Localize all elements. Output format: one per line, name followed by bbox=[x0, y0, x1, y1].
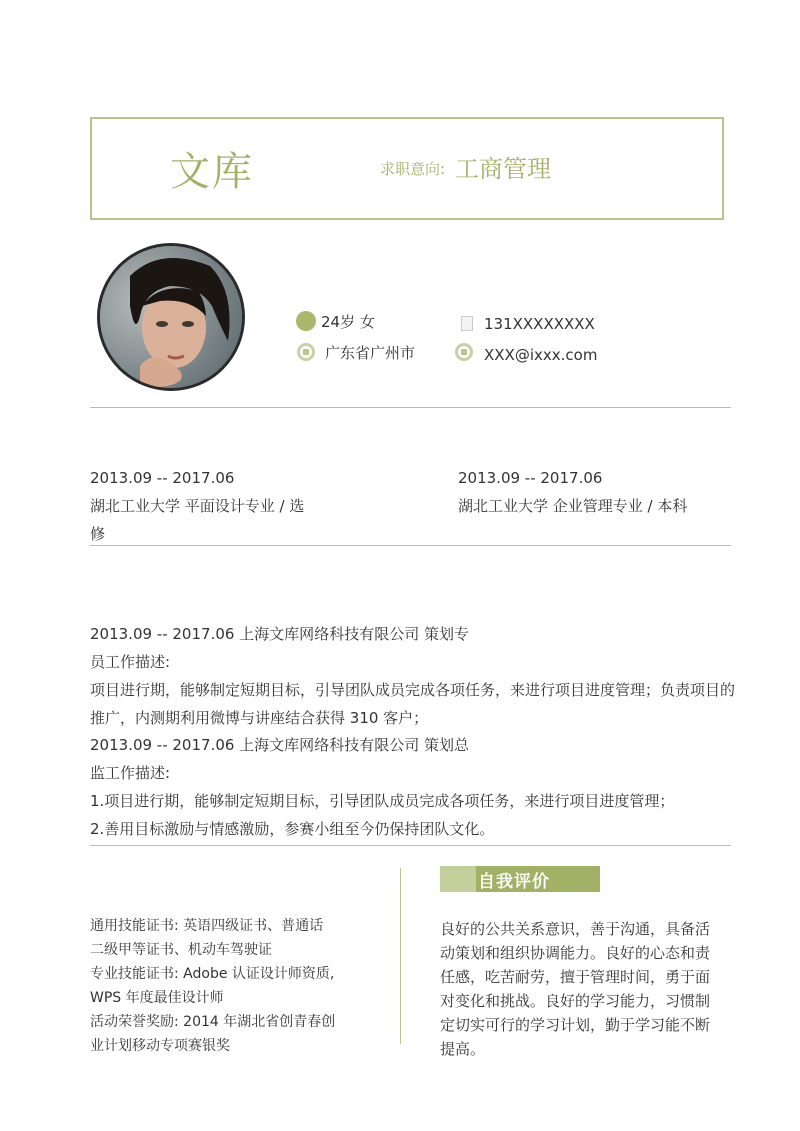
certificate-line: 业计划移动专项赛银奖 bbox=[90, 1038, 230, 1054]
location: 广东省广州市 bbox=[325, 344, 416, 362]
work-desc-line: 推广，内测期利用微博与讲座结合获得 310 客户； bbox=[90, 709, 429, 727]
email-icon bbox=[455, 343, 473, 361]
self-eval-line: 动策划和组织协调能力。良好的心态和责 bbox=[440, 944, 711, 962]
divider bbox=[90, 407, 731, 408]
self-eval-title: 自我评价 bbox=[478, 872, 550, 892]
work-header-cont: 员工作描述: bbox=[90, 653, 171, 671]
edu-school: 湖北工业大学 平面设计专业 / 选 bbox=[90, 497, 305, 515]
self-eval-line: 定切实可行的学习计划，勤于学习能不断 bbox=[440, 1016, 711, 1034]
self-eval-line: 提高。 bbox=[440, 1040, 486, 1058]
certificates bbox=[90, 914, 335, 1058]
candidate-name: 文库 bbox=[170, 149, 254, 195]
edu-school: 湖北工业大学 企业管理专业 / 本科 bbox=[458, 497, 688, 515]
certificate-line: 通用技能证书: 英语四级证书、普通话 bbox=[90, 918, 324, 934]
age-gender: 24岁 女 bbox=[321, 313, 375, 331]
column-divider bbox=[400, 868, 401, 1044]
self-eval-line: 任感，吃苦耐劳，擅于管理时间，勇于面 bbox=[440, 968, 711, 986]
edu-period: 2013.09 -- 2017.06 bbox=[458, 469, 603, 487]
job-intent-label: 求职意向: bbox=[380, 160, 446, 178]
work-header-cont: 监工作描述: bbox=[90, 764, 171, 782]
self-eval-body bbox=[440, 917, 710, 1061]
email: XXX@ixxx.com bbox=[484, 346, 598, 364]
location-icon bbox=[297, 343, 315, 361]
phone: 131XXXXXXXX bbox=[484, 315, 595, 333]
certificate-line: 活动荣誉奖励: 2014 年湖北省创青春创 bbox=[90, 1014, 336, 1030]
certificate-line: 二级甲等证书、机动车驾驶证 bbox=[90, 942, 272, 958]
job-intent-value: 工商管理 bbox=[455, 155, 551, 183]
work-desc-line: 项目进行期，能够制定短期目标，引导团队成员完成各项任务，来进行项目进度管理；负责项目的 bbox=[90, 681, 736, 699]
self-eval-heading bbox=[440, 866, 600, 892]
divider bbox=[90, 545, 731, 546]
avatar bbox=[97, 243, 245, 391]
edu-period: 2013.09 -- 2017.06 bbox=[90, 469, 235, 487]
self-eval-line: 良好的公共关系意识，善于沟通，具备活 bbox=[440, 920, 711, 938]
certificate-line: WPS 年度最佳设计师 bbox=[90, 990, 224, 1006]
phone-icon bbox=[461, 316, 473, 331]
person-icon bbox=[296, 311, 316, 331]
self-eval-line: 对变化和挑战。良好的学习能力，习惯制 bbox=[440, 992, 711, 1010]
edu-school-cont: 修 bbox=[90, 525, 106, 543]
certificate-line: 专业技能证书: Adobe 认证设计师资质, bbox=[90, 966, 335, 982]
work-desc-line: 2.善用目标激励与情感激励，参赛小组至今仍保持团队文化。 bbox=[90, 820, 495, 838]
divider bbox=[90, 845, 731, 846]
work-header: 2013.09 -- 2017.06 上海文库网络科技有限公司 策划总 bbox=[90, 736, 469, 754]
work-header: 2013.09 -- 2017.06 上海文库网络科技有限公司 策划专 bbox=[90, 625, 469, 643]
work-desc-line: 1.项目进行期，能够制定短期目标，引导团队成员完成各项任务，来进行项目进度管理； bbox=[90, 792, 675, 810]
